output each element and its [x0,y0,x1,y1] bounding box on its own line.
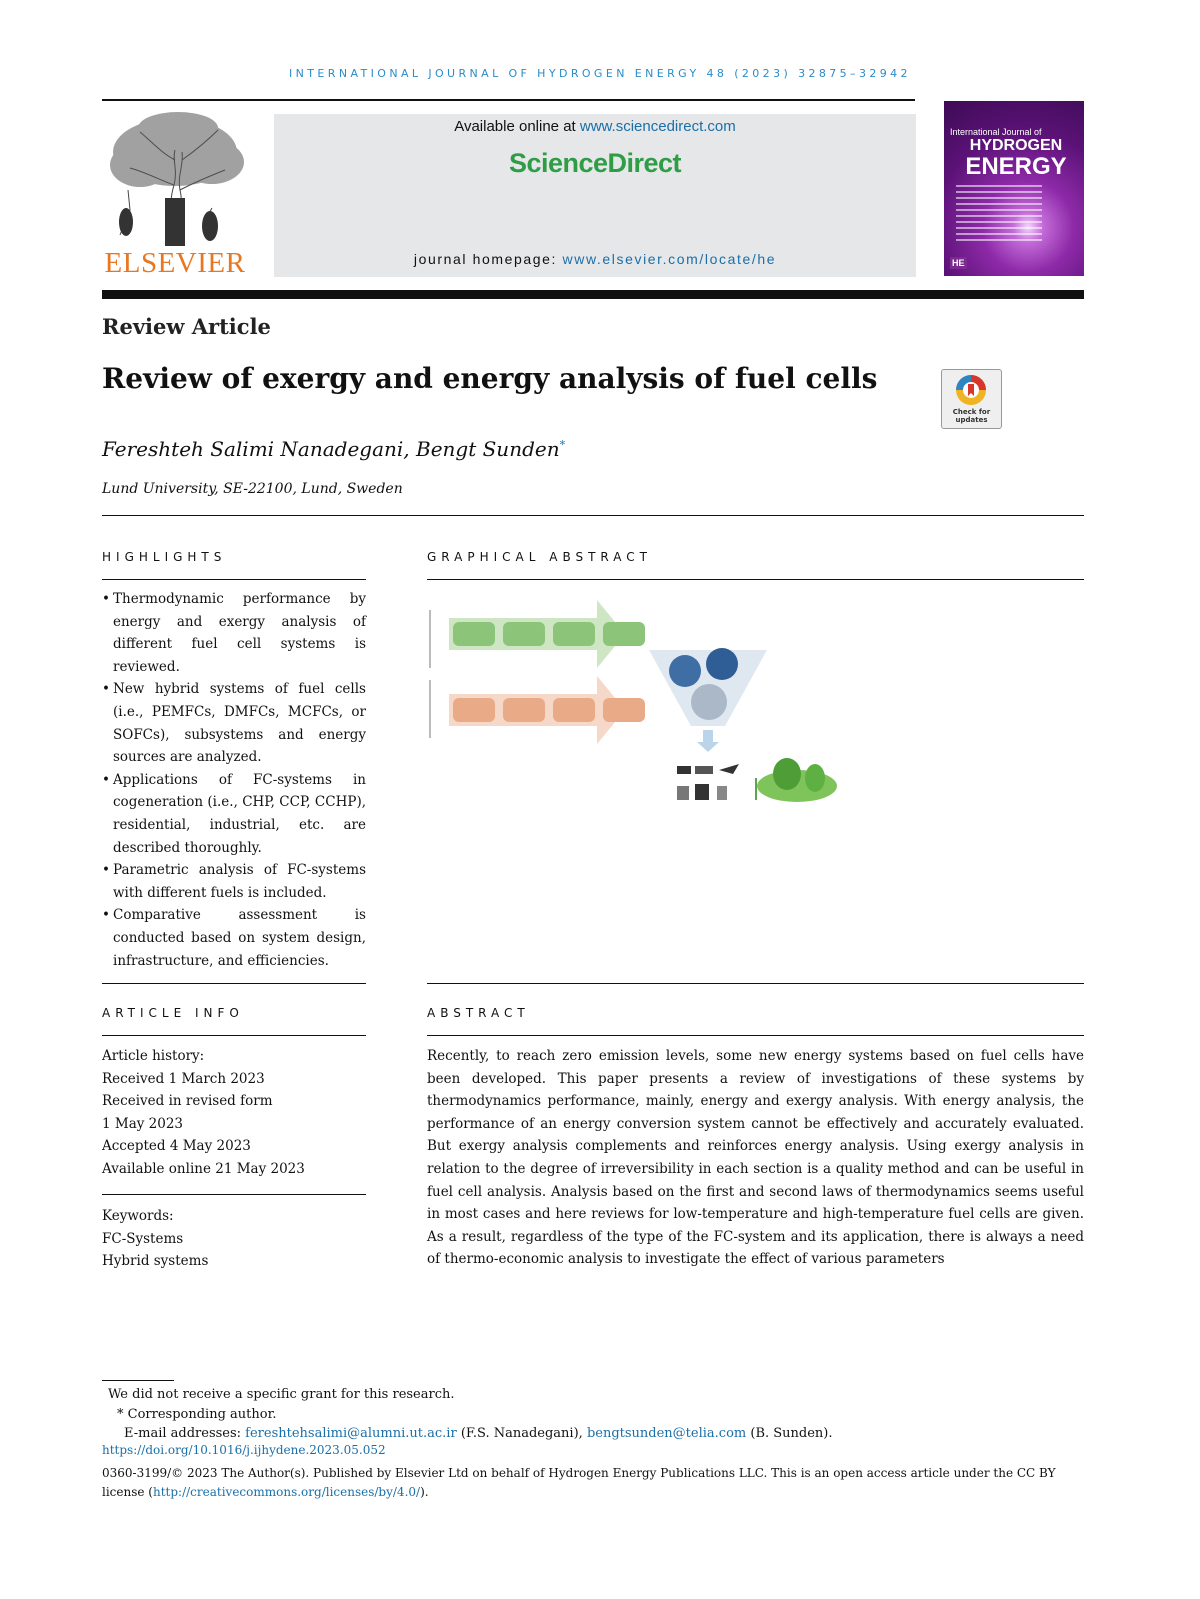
highlights-list [102,588,366,972]
article-type: Review Article [102,314,271,339]
license-text: 0360-3199/© 2023 The Author(s). Published by Elsevier Ltd on behalf of Hydrogen Energy Publications LLC. This is an open access article under the CC BY license ( [102,1466,1056,1499]
highlights-rule [102,579,366,580]
running-head: INTERNATIONAL JOURNAL OF HYDROGEN ENERGY 48 (2023) 32875–32942 [289,67,911,80]
article-history [102,1045,366,1181]
highlights-heading: HIGHLIGHTS [102,550,227,564]
email-link-nanadegani[interactable]: fereshtehsalimi@alumni.ut.ac.ir [245,1426,457,1441]
article-history-item: Received 1 March 2023 [102,1070,265,1087]
license-link[interactable]: http://creativecommons.org/licenses/by/4.0/ [152,1485,421,1499]
homepage-prefix: journal homepage: [413,251,563,267]
abstract-rule [427,1035,1084,1036]
graphical-abstract-rule [427,579,1084,580]
crossmark-label: Check for [952,408,991,416]
license-statement [102,1464,1084,1502]
affiliation: Lund University, SE-22100, Lund, Sweden [102,481,403,497]
crossmark-icon [942,370,1001,428]
abstract-top-rule [427,983,1084,984]
elsevier-wordmark: ELSEVIER [104,247,246,279]
highlight-item: • Thermodynamic performance by energy and exergy analysis of different fuel cell systems is reviewed. [102,588,366,678]
license-suffix: ). [420,1485,429,1499]
check-for-updates-button[interactable] [941,369,1002,429]
email-owner-1: (F.S. Nanadegani), [456,1426,587,1441]
article-history-item: 1 May 2023 [102,1115,184,1132]
abstract-text: Recently, to reach zero emission levels, some new energy systems based on fuel cells have been developed. This paper presents a review of investigations of these systems by thermodynamics performance, mainly, energy and exergy analysis. With energy analysis, the performance of an energy conversion system cannot be effectively and accurately evaluated. But exergy analysis complements and reinforces energy analysis. Using exergy analysis in relation to the degree of irreversibility in each section is a quality method and can be useful in fuel cell analysis. Analysis based on the first and second laws of thermodynamics seems useful in most cases and here reviews for low-temperature and high-temperature fuel cells are given. As a result, regardless of the type of the FC-system and its application, there is always a need of thermo-economic analysis to investigate the effect of various parameters [427,1048,1084,1268]
sciencedirect-link[interactable]: www.sciencedirect.com [579,118,736,135]
highlight-item: • New hybrid systems of fuel cells (i.e., PEMFCs, DMFCs, MCFCs, or SOFCs), subsystems and energy sources are analyzed. [102,678,366,768]
available-online-prefix: Available online at [454,118,580,135]
header-rule [102,99,915,101]
author-list [102,437,565,461]
highlight-item: • Comparative assessment is conducted based on system design, infrastructure, and efficiencies. [102,904,366,972]
doi-link[interactable]: https://doi.org/10.1016/j.ijhydene.2023.05.052 [102,1443,386,1457]
title-block-rule [102,515,1084,516]
corresponding-author-mark[interactable]: * [559,438,566,452]
available-online-line [274,118,916,135]
keywords [102,1205,366,1273]
header-thick-rule [102,290,1084,299]
article-info-heading: ARTICLE INFO [102,1006,244,1020]
keyword-item: FC-Systems [102,1230,184,1247]
authors-names: Fereshteh Salimi Nanadegani, Bengt Sunden [102,437,560,461]
funding-note: We did not receive a specific grant for this research. [108,1387,455,1402]
svg-text:updates: updates [955,416,988,424]
abstract-heading: ABSTRACT [427,1006,530,1020]
email-owner-2: (B. Sunden). [746,1426,833,1441]
email-link-sunden[interactable]: bengtsunden@telia.com [586,1426,747,1441]
graphical-abstract-image [427,598,857,808]
cover-title-energy: ENERGY [965,153,1067,180]
keyword-item: Hybrid systems [102,1253,209,1270]
article-history-item: Available online 21 May 2023 [102,1160,305,1177]
cover-badge: HE [952,258,965,268]
email-line [124,1424,833,1443]
elsevier-tree-icon [100,110,250,250]
elsevier-logo [100,110,250,280]
cover-contents-lines [956,185,1042,245]
article-history-item: Received in revised form [102,1093,273,1110]
journal-homepage-line [274,251,916,267]
journal-cover [944,101,1084,276]
cover-title-hydrogen: HYDROGEN [969,137,1063,154]
article-history-item: Accepted 4 May 2023 [102,1138,251,1155]
footnote-rule [102,1380,174,1381]
keywords-label: Keywords: [102,1208,174,1224]
graphical-abstract-heading: GRAPHICAL ABSTRACT [427,550,652,564]
keywords-rule [102,1194,366,1195]
highlight-item: • Applications of FC-systems in cogeneration (i.e., CHP, CCP, CCHP), residential, industrial, etc. are described thoroughly. [102,769,366,859]
highlight-item: • Parametric analysis of FC-systems with different fuels is included. [102,859,366,904]
article-info-top-rule [102,983,366,984]
journal-homepage-link[interactable]: www.elsevier.com/locate/he [562,251,777,267]
sciencedirect-logo: ScienceDirect [508,148,682,178]
graphical-abstract-figure [427,598,857,808]
cover-subtitle: International Journal of [950,127,1042,137]
corresponding-note: * Corresponding author. [117,1407,277,1422]
article-info-rule [102,1035,366,1036]
article-title: Review of exergy and energy analysis of fuel cells [102,362,878,395]
email-prefix: E-mail addresses: [124,1426,246,1441]
article-history-label: Article history: [102,1048,205,1064]
